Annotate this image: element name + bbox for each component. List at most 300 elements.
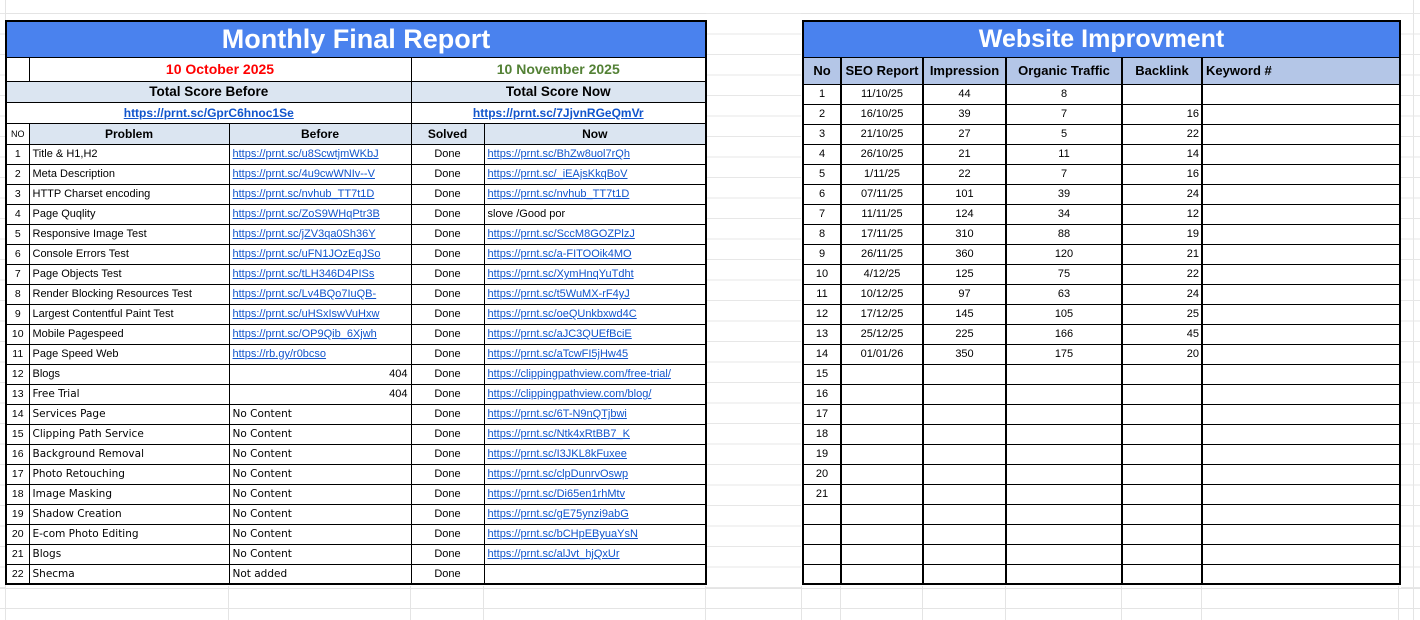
report-table-row xyxy=(6,504,706,524)
impression-cell: 39 xyxy=(923,104,1006,124)
backlink-cell xyxy=(1122,504,1202,524)
row-number-cell: 8 xyxy=(803,224,841,244)
keyword-cell xyxy=(1202,244,1400,264)
seo-report-cell xyxy=(841,464,923,484)
right-header-row xyxy=(803,57,1400,84)
now-link[interactable]: https://prnt.sc/nvhub_TT7t1D xyxy=(487,188,630,200)
solved-cell: Done xyxy=(411,284,484,304)
grid-line xyxy=(410,586,411,620)
total-score-row xyxy=(6,81,706,102)
problem-cell: Shecma xyxy=(29,564,229,584)
total-score-now-label: Total Score Now xyxy=(411,81,706,102)
now-cell xyxy=(484,444,706,464)
row-number-cell: 12 xyxy=(803,304,841,324)
solved-cell: Done xyxy=(411,424,484,444)
solved-cell: Done xyxy=(411,204,484,224)
keyword-cell xyxy=(1202,144,1400,164)
solved-cell: Done xyxy=(411,224,484,244)
seo-table-row xyxy=(803,444,1400,464)
solved-cell: Done xyxy=(411,484,484,504)
row-number-cell: 8 xyxy=(6,284,29,304)
report-table-row xyxy=(6,324,706,344)
row-number-cell: 18 xyxy=(803,424,841,444)
keyword-cell xyxy=(1202,364,1400,384)
total-score-before-label: Total Score Before xyxy=(6,81,411,102)
now-cell xyxy=(484,424,706,444)
grid-line xyxy=(228,586,229,620)
grid-strip xyxy=(706,13,801,588)
organic-traffic-cell: 11 xyxy=(1006,144,1122,164)
impression-cell: 27 xyxy=(923,124,1006,144)
solved-cell: Done xyxy=(411,464,484,484)
problem-cell: Services Page xyxy=(29,404,229,424)
seo-table-row xyxy=(803,384,1400,404)
backlink-cell xyxy=(1122,364,1202,384)
organic-traffic-cell: 34 xyxy=(1006,204,1122,224)
problem-cell: Page Speed Web xyxy=(29,344,229,364)
row-number-cell: 2 xyxy=(803,104,841,124)
keyword-cell xyxy=(1202,424,1400,444)
organic-traffic-cell: 88 xyxy=(1006,224,1122,244)
row-number-cell: 10 xyxy=(803,264,841,284)
row-number-cell: 13 xyxy=(803,324,841,344)
row-number-cell: 3 xyxy=(803,124,841,144)
impression-cell xyxy=(923,464,1006,484)
problem-cell: Background Removal xyxy=(29,444,229,464)
grid-line xyxy=(705,586,706,620)
date-before-cell: 10 October 2025 xyxy=(29,57,411,81)
seo-report-cell: 4/12/25 xyxy=(841,264,923,284)
seo-report-cell xyxy=(841,524,923,544)
backlink-cell: 16 xyxy=(1122,104,1202,124)
row-number-cell: 16 xyxy=(6,444,29,464)
impression-cell xyxy=(923,564,1006,584)
now-link[interactable]: https://prnt.sc/t5WuMX-rF4yJ xyxy=(487,288,630,300)
seo-table-row xyxy=(803,364,1400,384)
row-number-cell: 1 xyxy=(803,84,841,104)
report-table-row xyxy=(6,244,706,264)
seo-table-row xyxy=(803,184,1400,204)
row-number-cell: 7 xyxy=(803,204,841,224)
organic-traffic-cell xyxy=(1006,404,1122,424)
seo-table-row xyxy=(803,204,1400,224)
impression-cell xyxy=(923,404,1006,424)
seo-table-row xyxy=(803,264,1400,284)
column-header-keyword: Keyword # xyxy=(1202,57,1400,84)
row-number-cell: 1 xyxy=(6,144,29,164)
solved-cell: Done xyxy=(411,404,484,424)
keyword-cell xyxy=(1202,504,1400,524)
total-score-links-row xyxy=(6,102,706,123)
before-cell xyxy=(229,204,411,224)
now-cell xyxy=(484,484,706,504)
column-header-backlink: Backlink xyxy=(1122,57,1202,84)
before-cell: No Content xyxy=(229,524,411,544)
before-cell xyxy=(229,344,411,364)
backlink-cell xyxy=(1122,484,1202,504)
row-number-cell: 6 xyxy=(6,244,29,264)
left-table-title: Monthly Final Report xyxy=(6,21,706,57)
now-link[interactable]: https://prnt.sc/oeQUnkbxwd4C xyxy=(487,308,637,320)
problem-cell: Blogs xyxy=(29,544,229,564)
row-number-cell: 17 xyxy=(6,464,29,484)
impression-cell: 124 xyxy=(923,204,1006,224)
now-link[interactable]: https://prnt.sc/Di65en1rhMtv xyxy=(487,488,626,500)
report-table-row xyxy=(6,344,706,364)
seo-report-cell xyxy=(841,504,923,524)
row-number-cell: 18 xyxy=(6,484,29,504)
before-cell xyxy=(229,164,411,184)
keyword-cell xyxy=(1202,264,1400,284)
seo-table-row xyxy=(803,164,1400,184)
row-number-cell: 14 xyxy=(6,404,29,424)
impression-cell: 21 xyxy=(923,144,1006,164)
problem-cell: Meta Description xyxy=(29,164,229,184)
before-link[interactable]: https://prnt.sc/uHSxIswVuHxw xyxy=(232,308,380,320)
before-cell: No Content xyxy=(229,504,411,524)
report-table-row xyxy=(6,264,706,284)
row-number-cell: 13 xyxy=(6,384,29,404)
left-header-row xyxy=(6,123,706,144)
solved-cell: Done xyxy=(411,444,484,464)
row-number-cell: 11 xyxy=(803,284,841,304)
problem-cell: HTTP Charset encoding xyxy=(29,184,229,204)
backlink-cell xyxy=(1122,464,1202,484)
backlink-cell xyxy=(1122,524,1202,544)
row-number-cell: 9 xyxy=(803,244,841,264)
grid-strip xyxy=(0,588,1420,620)
before-cell: No Content xyxy=(229,464,411,484)
seo-report-cell: 10/12/25 xyxy=(841,284,923,304)
solved-cell: Done xyxy=(411,344,484,364)
now-link[interactable]: https://prnt.sc/Ntk4xRtBB7_K xyxy=(487,428,630,440)
solved-cell: Done xyxy=(411,144,484,164)
keyword-cell xyxy=(1202,404,1400,424)
monthly-final-report-table xyxy=(5,20,707,585)
now-link[interactable]: https://clippingpathview.com/blog/ xyxy=(487,388,652,400)
before-link[interactable]: https://prnt.sc/ZoS9WHqPtr3B xyxy=(232,208,380,220)
before-link[interactable]: https://prnt.sc/u8ScwtjmWKbJ xyxy=(232,148,379,160)
seo-table-row xyxy=(803,84,1400,104)
before-cell: No Content xyxy=(229,484,411,504)
report-table-row xyxy=(6,144,706,164)
now-link[interactable]: https://prnt.sc/gE75ynzi9abG xyxy=(487,508,629,520)
impression-cell: 225 xyxy=(923,324,1006,344)
seo-report-cell xyxy=(841,544,923,564)
keyword-cell xyxy=(1202,564,1400,584)
impression-cell: 101 xyxy=(923,184,1006,204)
before-link[interactable]: https://prnt.sc/jZV3qa0Sh36Y xyxy=(232,228,376,240)
problem-cell: Console Errors Test xyxy=(29,244,229,264)
organic-traffic-cell: 120 xyxy=(1006,244,1122,264)
organic-traffic-cell: 63 xyxy=(1006,284,1122,304)
grid-line xyxy=(1398,586,1399,620)
before-link[interactable]: https://prnt.sc/nvhub_TT7t1D xyxy=(232,188,375,200)
solved-cell: Done xyxy=(411,324,484,344)
before-cell xyxy=(229,144,411,164)
seo-report-cell: 1/11/25 xyxy=(841,164,923,184)
seo-report-cell: 17/11/25 xyxy=(841,224,923,244)
grid-line xyxy=(1121,586,1122,620)
now-link[interactable]: https://prnt.sc/BhZw8uol7rQh xyxy=(487,148,630,160)
seo-table-row xyxy=(803,524,1400,544)
report-table-row xyxy=(6,424,706,444)
report-table-row xyxy=(6,364,706,384)
before-cell: No Content xyxy=(229,544,411,564)
now-cell xyxy=(484,544,706,564)
backlink-cell xyxy=(1122,84,1202,104)
seo-report-cell: 01/01/26 xyxy=(841,344,923,364)
backlink-cell xyxy=(1122,384,1202,404)
solved-cell: Done xyxy=(411,184,484,204)
row-number-cell: 12 xyxy=(6,364,29,384)
backlink-cell: 19 xyxy=(1122,224,1202,244)
now-link[interactable]: https://prnt.sc/a-FITOOik4MO xyxy=(487,248,632,260)
row-number-cell: 21 xyxy=(6,544,29,564)
seo-report-cell xyxy=(841,444,923,464)
now-link[interactable]: https://prnt.sc/SccM8GOZPlzJ xyxy=(487,228,635,240)
backlink-cell: 20 xyxy=(1122,344,1202,364)
grid-line xyxy=(840,586,841,620)
now-link[interactable]: https://prnt.sc/I3JKL8kFuxee xyxy=(487,448,627,460)
keyword-cell xyxy=(1202,284,1400,304)
impression-cell: 310 xyxy=(923,224,1006,244)
solved-cell: Done xyxy=(411,264,484,284)
date-now-cell: 10 November 2025 xyxy=(411,57,706,81)
row-number-cell xyxy=(803,564,841,584)
impression-cell xyxy=(923,364,1006,384)
now-link[interactable]: https://prnt.sc/aTcwFI5jHw45 xyxy=(487,348,629,360)
before-cell: Not added xyxy=(229,564,411,584)
row-number-cell: 16 xyxy=(803,384,841,404)
total-score-now-link[interactable]: https://prnt.sc/7JjvnRGeQmVr xyxy=(472,105,644,120)
impression-cell xyxy=(923,544,1006,564)
organic-traffic-cell xyxy=(1006,364,1122,384)
grid-line xyxy=(922,586,923,620)
now-link[interactable]: https://prnt.sc/clpDunrvOswp xyxy=(487,468,629,480)
row-number-cell: 19 xyxy=(6,504,29,524)
before-cell xyxy=(229,224,411,244)
report-table-row xyxy=(6,484,706,504)
row-number-cell: 20 xyxy=(803,464,841,484)
seo-table-row xyxy=(803,344,1400,364)
backlink-cell: 16 xyxy=(1122,164,1202,184)
seo-report-cell xyxy=(841,564,923,584)
organic-traffic-cell xyxy=(1006,424,1122,444)
seo-table-row xyxy=(803,504,1400,524)
impression-cell: 360 xyxy=(923,244,1006,264)
seo-table-row xyxy=(803,244,1400,264)
seo-table-row xyxy=(803,224,1400,244)
problem-cell: Responsive Image Test xyxy=(29,224,229,244)
now-link[interactable]: https://prnt.sc/XymHnqYuTdht xyxy=(487,268,634,280)
backlink-cell xyxy=(1122,404,1202,424)
now-cell xyxy=(484,184,706,204)
now-link[interactable]: https://prnt.sc/_iEAjsKkqBoV xyxy=(487,168,628,180)
organic-traffic-cell: 7 xyxy=(1006,164,1122,184)
before-cell xyxy=(229,324,411,344)
now-cell xyxy=(484,164,706,184)
backlink-cell: 22 xyxy=(1122,264,1202,284)
backlink-cell xyxy=(1122,544,1202,564)
row-number-cell: 2 xyxy=(6,164,29,184)
before-cell: No Content xyxy=(229,404,411,424)
total-score-before-link-cell xyxy=(6,102,411,123)
seo-report-cell xyxy=(841,364,923,384)
solved-cell: Done xyxy=(411,244,484,264)
report-table-row xyxy=(6,564,706,584)
row-number-cell xyxy=(803,544,841,564)
total-score-before-link[interactable]: https://prnt.sc/GprC6hnoc1Se xyxy=(123,105,294,120)
before-link[interactable]: https://prnt.sc/tLH346D4PISs xyxy=(232,268,375,280)
before-cell: 404 xyxy=(229,384,411,404)
seo-report-cell xyxy=(841,404,923,424)
report-table-row xyxy=(6,404,706,424)
organic-traffic-cell xyxy=(1006,464,1122,484)
before-link[interactable]: https://rb.gy/r0bcso xyxy=(232,348,327,360)
row-number-cell xyxy=(803,504,841,524)
grid-strip xyxy=(1401,13,1420,588)
keyword-cell xyxy=(1202,464,1400,484)
before-cell: No Content xyxy=(229,424,411,444)
seo-table-row xyxy=(803,464,1400,484)
seo-report-cell: 17/12/25 xyxy=(841,304,923,324)
now-cell xyxy=(484,364,706,384)
now-link[interactable]: https://clippingpathview.com/free-trial/ xyxy=(487,368,671,380)
backlink-cell: 24 xyxy=(1122,284,1202,304)
keyword-cell xyxy=(1202,124,1400,144)
now-link[interactable]: https://prnt.sc/bCHpEByuaYsN xyxy=(487,528,638,540)
now-cell xyxy=(484,244,706,264)
before-link[interactable]: https://prnt.sc/uFN1JOzEqJSo xyxy=(232,248,381,260)
problem-cell: Render Blocking Resources Test xyxy=(29,284,229,304)
impression-cell xyxy=(923,504,1006,524)
before-link[interactable]: https://prnt.sc/Lv4BQo7IuQB- xyxy=(232,288,377,300)
organic-traffic-cell: 105 xyxy=(1006,304,1122,324)
now-cell xyxy=(484,564,706,584)
seo-report-cell: 26/11/25 xyxy=(841,244,923,264)
problem-cell: Title & H1,H2 xyxy=(29,144,229,164)
seo-table-row xyxy=(803,564,1400,584)
right-title-row xyxy=(803,21,1400,57)
problem-cell: E-com Photo Editing xyxy=(29,524,229,544)
now-cell xyxy=(484,504,706,524)
now-cell xyxy=(484,344,706,364)
column-header-impression: Impression xyxy=(923,57,1006,84)
impression-cell xyxy=(923,384,1006,404)
organic-traffic-cell xyxy=(1006,384,1122,404)
problem-cell: Mobile Pagespeed xyxy=(29,324,229,344)
seo-report-cell: 25/12/25 xyxy=(841,324,923,344)
keyword-cell xyxy=(1202,544,1400,564)
backlink-cell xyxy=(1122,424,1202,444)
keyword-cell xyxy=(1202,164,1400,184)
impression-cell xyxy=(923,484,1006,504)
now-link[interactable]: https://prnt.sc/alJvt_hjQxUr xyxy=(487,548,620,560)
date-row-spacer-cell xyxy=(6,57,29,81)
grid-line xyxy=(483,586,484,620)
before-link[interactable]: https://prnt.sc/OP9Qib_6Xjwh xyxy=(232,328,377,340)
keyword-cell xyxy=(1202,444,1400,464)
before-cell xyxy=(229,184,411,204)
solved-cell: Done xyxy=(411,544,484,564)
now-cell xyxy=(484,144,706,164)
left-title-row xyxy=(6,21,706,57)
now-link[interactable]: https://prnt.sc/aJC3QUEfBciE xyxy=(487,328,632,340)
total-score-now-link-cell xyxy=(411,102,706,123)
report-table-row xyxy=(6,224,706,244)
organic-traffic-cell xyxy=(1006,564,1122,584)
row-number-cell: 3 xyxy=(6,184,29,204)
row-number-cell: 7 xyxy=(6,264,29,284)
keyword-cell xyxy=(1202,324,1400,344)
seo-table-row xyxy=(803,124,1400,144)
problem-cell: Photo Retouching xyxy=(29,464,229,484)
before-link[interactable]: https://prnt.sc/4u9cwWNIv--V xyxy=(232,168,375,180)
seo-table-row xyxy=(803,544,1400,564)
column-header-no: NO xyxy=(6,123,29,144)
now-cell xyxy=(484,264,706,284)
organic-traffic-cell xyxy=(1006,524,1122,544)
row-number-cell: 15 xyxy=(6,424,29,444)
row-number-cell: 9 xyxy=(6,304,29,324)
seo-report-cell: 26/10/25 xyxy=(841,144,923,164)
seo-table-row xyxy=(803,284,1400,304)
seo-report-cell: 11/10/25 xyxy=(841,84,923,104)
row-number-cell: 11 xyxy=(6,344,29,364)
backlink-cell xyxy=(1122,564,1202,584)
now-cell: slove /Good por xyxy=(484,204,706,224)
row-number-cell: 22 xyxy=(6,564,29,584)
before-cell: No Content xyxy=(229,444,411,464)
row-number-cell: 4 xyxy=(803,144,841,164)
organic-traffic-cell xyxy=(1006,504,1122,524)
organic-traffic-cell: 175 xyxy=(1006,344,1122,364)
seo-table-row xyxy=(803,304,1400,324)
row-number-cell: 10 xyxy=(6,324,29,344)
before-cell: 404 xyxy=(229,364,411,384)
report-table-row xyxy=(6,184,706,204)
column-header-organic-traffic: Organic Traffic xyxy=(1006,57,1122,84)
row-number-cell: 14 xyxy=(803,344,841,364)
column-header-problem: Problem xyxy=(29,123,229,144)
report-table-row xyxy=(6,444,706,464)
seo-report-cell xyxy=(841,424,923,444)
backlink-cell xyxy=(1122,444,1202,464)
solved-cell: Done xyxy=(411,504,484,524)
keyword-cell xyxy=(1202,524,1400,544)
keyword-cell xyxy=(1202,104,1400,124)
row-number-cell: 17 xyxy=(803,404,841,424)
website-improvement-table xyxy=(802,20,1401,585)
keyword-cell xyxy=(1202,204,1400,224)
column-header-seo-report: SEO Report xyxy=(841,57,923,84)
date-row xyxy=(6,57,706,81)
solved-cell: Done xyxy=(411,304,484,324)
row-number-cell: 4 xyxy=(6,204,29,224)
keyword-cell xyxy=(1202,84,1400,104)
organic-traffic-cell: 166 xyxy=(1006,324,1122,344)
impression-cell: 22 xyxy=(923,164,1006,184)
organic-traffic-cell: 8 xyxy=(1006,84,1122,104)
backlink-cell: 21 xyxy=(1122,244,1202,264)
keyword-cell xyxy=(1202,384,1400,404)
now-link[interactable]: https://prnt.sc/6T-N9nQTjbwi xyxy=(487,408,627,420)
now-cell xyxy=(484,524,706,544)
backlink-cell: 24 xyxy=(1122,184,1202,204)
seo-report-cell: 21/10/25 xyxy=(841,124,923,144)
impression-cell: 97 xyxy=(923,284,1006,304)
